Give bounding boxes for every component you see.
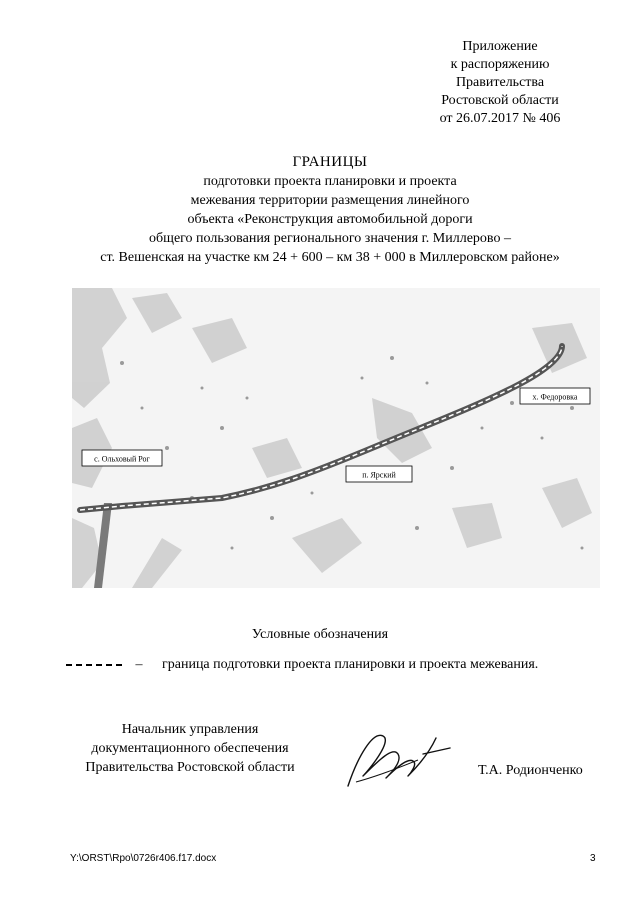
subtitle-line: общего пользования регионального значения г. Миллерово –	[149, 231, 511, 246]
handwritten-signature	[338, 716, 458, 796]
document-title-block	[40, 152, 620, 267]
boundary-map	[72, 288, 600, 588]
signer-position	[60, 720, 320, 777]
label-olkhovy-rog	[82, 450, 162, 466]
legend-dash: –	[135, 657, 143, 672]
page-number: 3	[590, 853, 596, 864]
subtitle-line: межевания территории размещения линейного	[190, 193, 470, 208]
signer-position-line: документационного обеспечения	[91, 741, 289, 756]
appendix-line: Ростовской области	[441, 93, 559, 108]
subtitle-line: объекта «Реконструкция автомобильной дороги	[187, 212, 473, 227]
svg-text:п. Ярский: п. Ярский	[362, 470, 396, 480]
footer-file-path: Y:\ORST\Rpo\0726r406.f17.docx	[70, 853, 217, 864]
label-yarsky	[346, 466, 412, 482]
appendix-line: Правительства	[455, 75, 545, 90]
signer-name: Т.А. Родионченко	[478, 763, 583, 778]
legend-entry	[66, 657, 626, 673]
appendix-line: Приложение	[462, 39, 538, 54]
signer-position-line: Правительства Ростовской области	[85, 760, 295, 775]
svg-text:с. Ольховый Рог: с. Ольховый Рог	[94, 454, 150, 464]
dashed-line-symbol	[66, 664, 122, 666]
appendix-line: к распоряжению	[450, 57, 550, 72]
svg-text:х. Федоровка: х. Федоровка	[532, 392, 578, 402]
subtitle-line: подготовки проекта планировки и проекта	[203, 174, 457, 189]
legend-description: граница подготовки проекта планировки и проекта межевания.	[162, 657, 539, 672]
subtitle-line: ст. Вешенская на участке км 24 + 600 – км 38 + 000 в Миллеровском районе»	[100, 250, 560, 265]
appendix-date-number: от 26.07.2017 № 406	[439, 111, 561, 126]
document-title: ГРАНИЦЫ	[292, 154, 368, 170]
label-fedorovka	[520, 388, 590, 404]
legend-title: Условные обозначения	[251, 627, 389, 642]
map-canvas	[72, 288, 600, 588]
appendix-header	[380, 38, 620, 128]
signer-position-line: Начальник управления	[121, 722, 259, 737]
